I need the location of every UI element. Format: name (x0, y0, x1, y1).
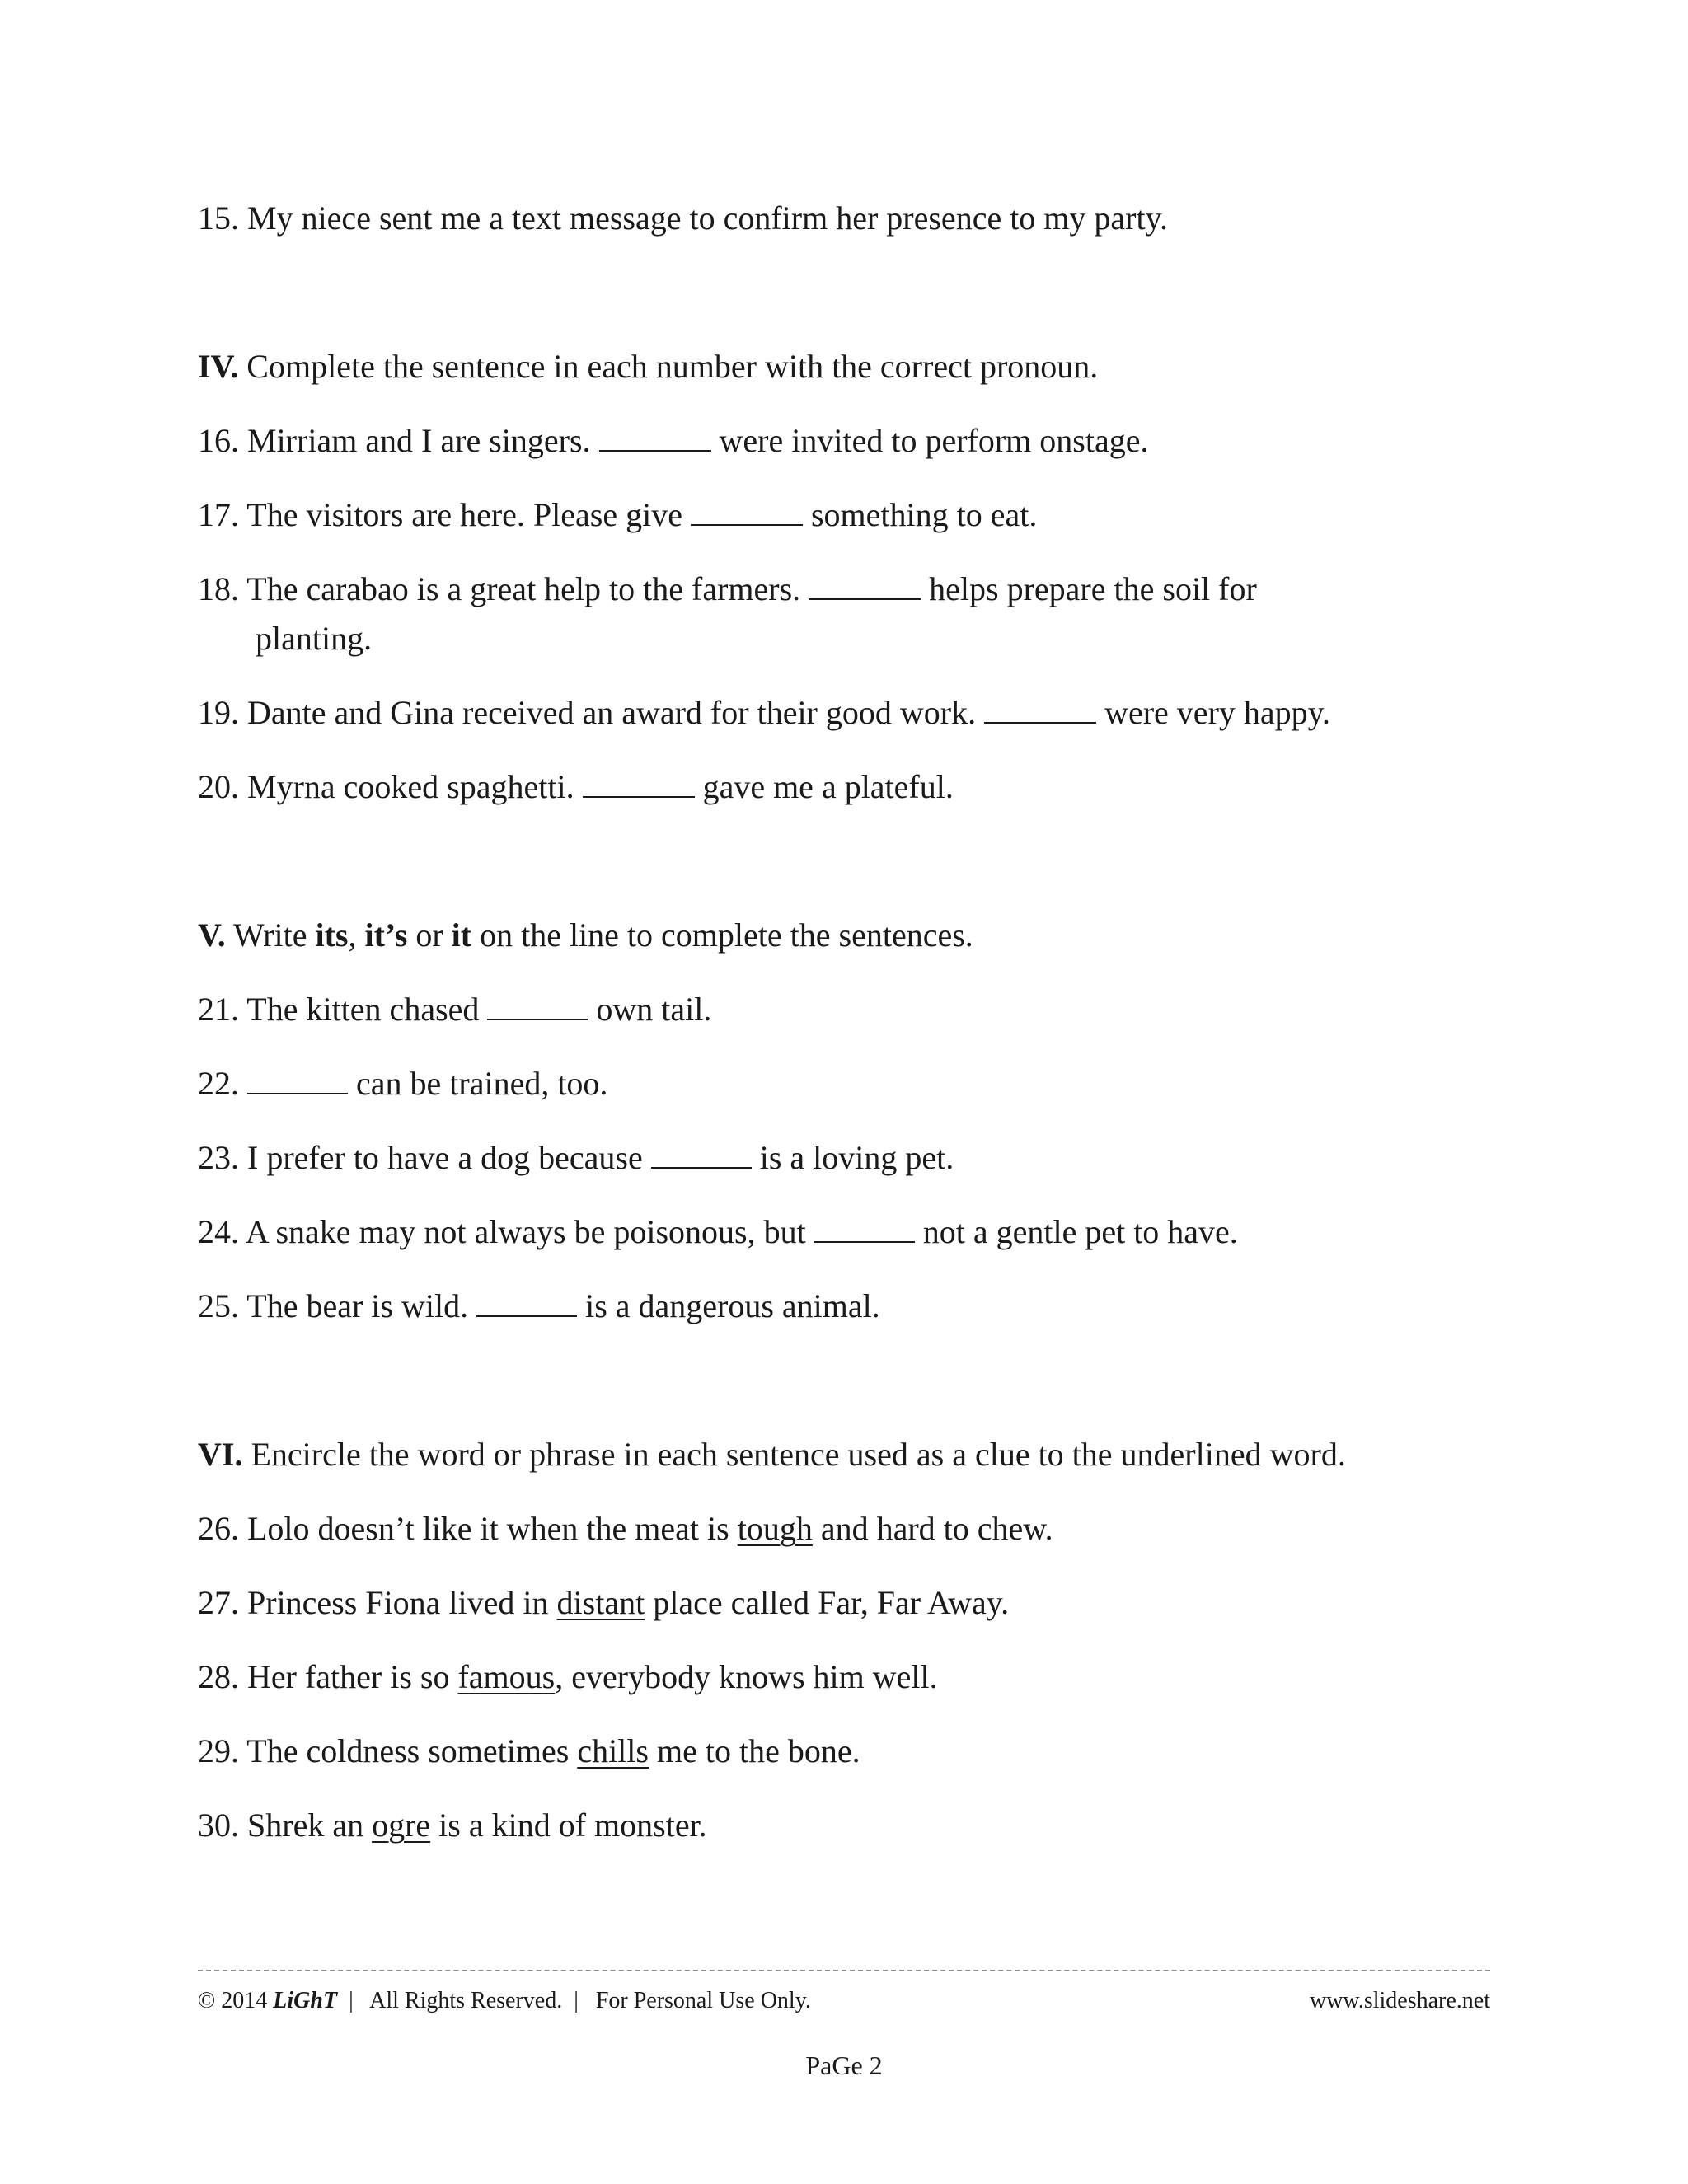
underlined-word-28: famous (457, 1658, 556, 1695)
question-20-rest: gave me a plateful. (694, 768, 954, 805)
question-20 (198, 763, 954, 811)
footer-divider (198, 1970, 1490, 1971)
brand-name: LiGhT (273, 1988, 338, 2013)
section-4-instruction: Complete the sentence in each number with the correct pronoun. (238, 348, 1099, 385)
question-22-text: 22. (198, 1065, 247, 1102)
question-18-rest: helps prepare the soil for (921, 570, 1257, 607)
section-6-instruction: Encircle the word or phrase in each sentence used as a clue to the underlined word. (242, 1436, 1346, 1473)
section-5-or: or (407, 916, 452, 954)
question-15-text: 15. My niece sent me a text message to confirm her presence to my party. (198, 199, 1169, 237)
answer-blank-19[interactable] (984, 694, 1096, 724)
question-21 (198, 986, 711, 1033)
question-27-text: 27. Princess Fiona lived in (198, 1584, 557, 1621)
option-it: it (451, 916, 472, 954)
copyright-text: © 2014 (198, 1988, 274, 2013)
rights-text: | All Rights Reserved. | For Personal Use Only. (337, 1988, 811, 2013)
section-5-numeral: V. (198, 916, 226, 954)
question-16-text: 16. Mirriam and I are singers. (198, 422, 599, 459)
question-23-rest: is a loving pet. (751, 1139, 954, 1176)
question-23-text: 23. I prefer to have a dog because (198, 1139, 651, 1176)
section-5-heading (198, 912, 973, 959)
section-6-numeral: VI. (198, 1436, 243, 1473)
section-5-comma: , (348, 916, 365, 954)
question-26-text: 26. Lolo doesn’t like it when the meat is (198, 1510, 738, 1547)
answer-blank-16[interactable] (599, 422, 711, 452)
answer-blank-18[interactable] (809, 570, 921, 600)
answer-blank-24[interactable] (814, 1213, 915, 1243)
question-24-text: 24. A snake may not always be poisonous, but (198, 1213, 814, 1250)
question-16 (198, 417, 1148, 465)
question-18-text: 18. The carabao is a great help to the farmers. (198, 570, 809, 607)
underlined-word-26: tough (737, 1510, 813, 1547)
question-16-rest: were invited to perform onstage. (710, 422, 1149, 459)
question-25 (198, 1282, 880, 1330)
question-29-text: 29. The coldness sometimes (198, 1732, 578, 1769)
question-22 (198, 1060, 607, 1108)
question-21-rest: own tail. (588, 991, 712, 1028)
question-23 (198, 1134, 954, 1182)
question-28-rest: , everybody knows him well. (555, 1658, 938, 1695)
answer-blank-17[interactable] (691, 496, 803, 526)
question-18 (198, 565, 1257, 613)
underlined-word-27: distant (556, 1584, 645, 1621)
underlined-word-30: ogre (372, 1807, 431, 1844)
question-17-text: 17. The visitors are here. Please give (198, 496, 691, 533)
question-30-text: 30. Shrek an (198, 1807, 373, 1844)
option-its: its (315, 916, 349, 954)
question-28-text: 28. Her father is so (198, 1658, 458, 1695)
question-30 (198, 1802, 707, 1849)
question-18-continuation (256, 615, 372, 663)
section-6-heading (198, 1431, 1346, 1479)
question-26-rest: and hard to chew. (812, 1510, 1053, 1547)
answer-blank-22[interactable] (247, 1065, 348, 1094)
question-19-text: 19. Dante and Gina received an award for their good work. (198, 694, 985, 731)
question-26 (198, 1505, 1053, 1553)
question-25-text: 25. The bear is wild. (198, 1287, 477, 1324)
question-25-rest: is a dangerous animal. (577, 1287, 880, 1324)
answer-blank-20[interactable] (583, 768, 695, 798)
question-17-rest: something to eat. (802, 496, 1038, 533)
underlined-word-29: chills (577, 1732, 649, 1769)
question-22-rest: can be trained, too. (348, 1065, 608, 1102)
section-5-write: Write (225, 916, 316, 954)
question-21-text: 21. The kitten chased (198, 991, 488, 1028)
question-29 (198, 1727, 860, 1775)
answer-blank-25[interactable] (476, 1287, 577, 1317)
answer-blank-23[interactable] (651, 1139, 752, 1169)
footer-copyright (198, 1985, 811, 2018)
section-4-heading (198, 343, 1098, 391)
page-number: PaGe 2 (805, 2050, 883, 2080)
section-4-numeral: IV. (198, 348, 239, 385)
question-19 (198, 689, 1330, 737)
footer-website[interactable]: www.slideshare.net (1309, 1988, 1490, 2013)
question-29-rest: me to the bone. (648, 1732, 860, 1769)
option-its-apostrophe: it’s (364, 916, 408, 954)
question-15 (198, 194, 1168, 242)
question-30-rest: is a kind of monster. (430, 1807, 707, 1844)
question-27 (198, 1579, 1009, 1627)
question-24-rest: not a gentle pet to have. (914, 1213, 1238, 1250)
question-19-rest: were very happy. (1096, 694, 1331, 731)
question-27-rest: place called Far, Far Away. (645, 1584, 1010, 1621)
section-5-instruction: on the line to complete the sentences. (471, 916, 973, 954)
question-17 (198, 491, 1037, 539)
question-18-cont-text: planting. (256, 620, 373, 657)
question-24 (198, 1208, 1238, 1256)
answer-blank-21[interactable] (487, 991, 588, 1020)
question-20-text: 20. Myrna cooked spaghetti. (198, 768, 583, 805)
question-28 (198, 1653, 938, 1701)
